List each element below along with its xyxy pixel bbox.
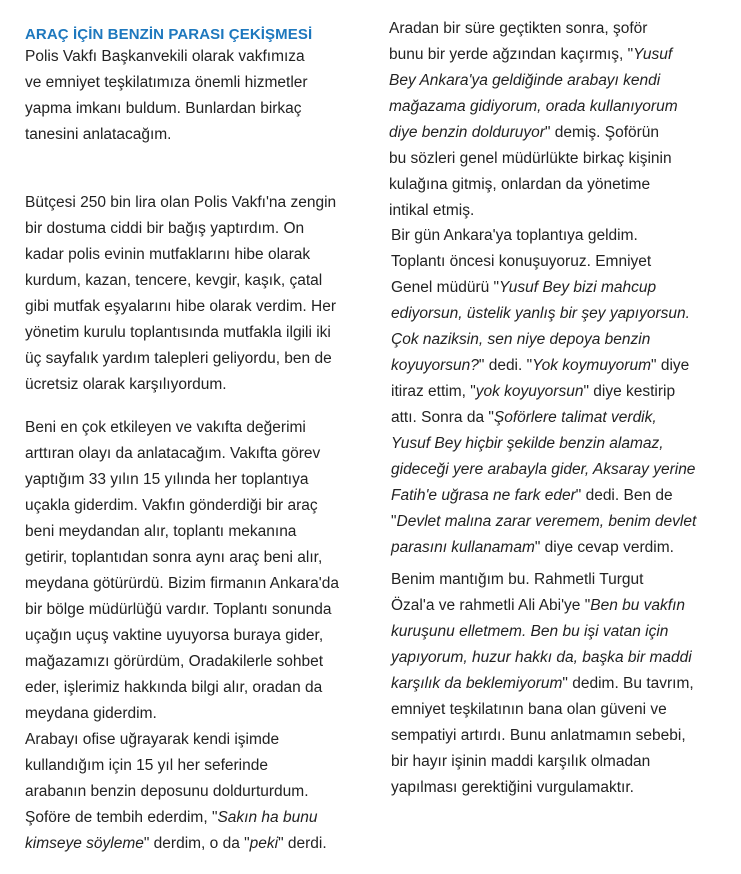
text-line bbox=[25, 831, 339, 857]
paragraph-meeting bbox=[391, 223, 696, 561]
text-line bbox=[389, 68, 678, 94]
text-line bbox=[391, 431, 696, 457]
text-line bbox=[25, 70, 308, 96]
text-segment: Bütçesi 250 bin lira olan Polis Vakfı'na zengin bbox=[25, 194, 337, 211]
paragraph-donation bbox=[25, 190, 336, 398]
italic-quote-text: yapıyorum, huzur hakkı da, başka bir maddi bbox=[391, 649, 692, 666]
text-segment: emniyet teşkilatının bana olan güveni ve bbox=[391, 701, 667, 718]
text-line bbox=[25, 675, 339, 701]
text-line bbox=[25, 623, 339, 649]
text-line bbox=[389, 120, 678, 146]
text-line bbox=[25, 571, 339, 597]
text-segment: bir dostuma ciddi bir bağış yaptırdım. On bbox=[25, 220, 305, 237]
text-segment: arttıran olayı da anlatacağım. Vakıfta görev bbox=[25, 445, 321, 462]
text-segment: meydana götürürdü. Bizim firmanın Ankara'da bbox=[25, 575, 339, 592]
italic-quote-text: peki bbox=[249, 835, 279, 852]
text-segment: kullandığım için 15 yıl her seferinde bbox=[25, 757, 268, 774]
text-segment: ücretsiz olarak karşılıyordum. bbox=[25, 376, 227, 393]
text-segment: " derdi. bbox=[278, 835, 327, 852]
text-segment: " diye kestirip bbox=[583, 383, 676, 400]
text-line bbox=[391, 483, 696, 509]
text-line bbox=[391, 645, 694, 671]
text-segment: arabanın benzin deposunu doldurturdum. bbox=[25, 783, 309, 800]
text-segment: " dedi. Ben de bbox=[575, 487, 673, 504]
text-line bbox=[389, 16, 678, 42]
italic-quote-text: Fatih'e uğrasa ne fark eder bbox=[391, 487, 576, 504]
text-segment: attı. Sonra da " bbox=[391, 409, 494, 426]
text-line bbox=[391, 249, 696, 275]
text-line bbox=[391, 723, 694, 749]
text-segment: getirir, toplantıdan sonra aynı araç beni alır, bbox=[25, 549, 323, 566]
text-line bbox=[25, 467, 339, 493]
text-segment: " bbox=[391, 513, 397, 530]
text-line bbox=[25, 44, 308, 70]
text-segment: bir hayır işinin maddi karşılık olmadan bbox=[391, 753, 651, 770]
text-segment: Aradan bir süre geçtikten sonra, şoför bbox=[389, 20, 648, 37]
text-line bbox=[25, 805, 339, 831]
text-line bbox=[25, 122, 308, 148]
text-segment: itiraz ettim, " bbox=[391, 383, 476, 400]
text-segment: tanesini anlatacağım. bbox=[25, 126, 172, 143]
text-line bbox=[25, 727, 339, 753]
text-line bbox=[25, 519, 339, 545]
italic-quote-text: Devlet malına zarar veremem, benim devlet bbox=[396, 513, 697, 530]
text-segment: Benim mantığım bu. Rahmetli Turgut bbox=[391, 571, 644, 588]
text-segment: " dedi. " bbox=[478, 357, 533, 374]
text-line bbox=[391, 301, 696, 327]
text-line bbox=[25, 346, 336, 372]
italic-quote-text: Yusuf Bey hiçbir şekilde benzin alamaz, bbox=[391, 435, 664, 452]
italic-quote-text: Yok koymuyorum bbox=[532, 357, 652, 374]
text-line bbox=[25, 545, 339, 571]
text-segment: yapılması gerektiğini vurgulamaktır. bbox=[391, 779, 634, 796]
text-line bbox=[25, 597, 339, 623]
italic-quote-text: parasını kullanamam bbox=[391, 539, 535, 556]
italic-quote-text: yok koyuyorsun bbox=[475, 383, 584, 400]
text-segment: bunu bir yerde ağzından kaçırmış, " bbox=[389, 46, 634, 63]
text-segment: " dedim. Bu tavrım, bbox=[562, 675, 694, 692]
text-line bbox=[389, 42, 678, 68]
text-segment: mağazamızı görürdüm, Oradakilerle sohbet bbox=[25, 653, 324, 670]
text-segment: bir bölge müdürlüğü vardır. Toplantı sonunda bbox=[25, 601, 332, 618]
text-segment: Genel müdürü " bbox=[391, 279, 500, 296]
text-segment: Arabayı ofise uğrayarak kendi işimde bbox=[25, 731, 280, 748]
text-line bbox=[389, 146, 678, 172]
italic-quote-text: mağazama gidiyorum, orada kullanıyorum bbox=[389, 98, 678, 115]
text-line bbox=[391, 223, 696, 249]
text-line bbox=[25, 441, 339, 467]
text-line bbox=[25, 96, 308, 122]
text-segment: eder, işlerimiz hakkında bilgi alır, oradan da bbox=[25, 679, 323, 696]
italic-quote-text: Şoförlere talimat verdik, bbox=[493, 409, 657, 426]
text-segment: Şoföre de tembih ederdim, " bbox=[25, 809, 218, 826]
italic-quote-text: gideceği yere arabayla gider, Aksaray yerine bbox=[391, 461, 696, 478]
text-segment: yaptığım 33 yılın 15 yılında her toplantıya bbox=[25, 471, 309, 488]
italic-quote-text: kimseye söyleme bbox=[25, 835, 144, 852]
text-segment: intikal etmiş. bbox=[389, 202, 475, 219]
text-line bbox=[391, 379, 696, 405]
text-segment: Polis Vakfı Başkanvekili olarak vakfımıza bbox=[25, 48, 305, 65]
italic-quote-text: kuruşunu elletmem. Ben bu işi vatan için bbox=[391, 623, 669, 640]
text-line bbox=[389, 94, 678, 120]
text-line bbox=[391, 697, 694, 723]
paragraph-intro bbox=[25, 44, 308, 148]
text-line bbox=[391, 749, 694, 775]
italic-quote-text: Çok naziksin, sen niye depoya benzin bbox=[391, 331, 651, 348]
text-line bbox=[391, 327, 696, 353]
text-segment: kurdum, kazan, tencere, kevgir, kaşık, çatal bbox=[25, 272, 323, 289]
text-segment: üç sayfalık yardım talepleri geliyordu, ben de bbox=[25, 350, 332, 367]
text-line bbox=[25, 242, 336, 268]
italic-quote-text: Yusuf Bey bizi mahcup bbox=[499, 279, 657, 296]
italic-quote-text: Bey Ankara'ya geldiğinde arabayı kendi bbox=[389, 72, 661, 89]
paragraph-conclusion bbox=[391, 567, 694, 801]
text-line bbox=[25, 493, 339, 519]
text-line bbox=[25, 372, 336, 398]
text-line bbox=[25, 268, 336, 294]
text-line bbox=[389, 172, 678, 198]
text-line bbox=[391, 535, 696, 561]
text-line bbox=[25, 415, 339, 441]
text-line bbox=[25, 649, 339, 675]
text-line bbox=[391, 405, 696, 431]
text-line bbox=[25, 320, 336, 346]
text-segment: yapma imkanı buldum. Bunlardan birkaç bbox=[25, 100, 302, 117]
text-segment: ve emniyet teşkilatımıza önemli hizmetler bbox=[25, 74, 308, 91]
text-segment: meydana giderdim. bbox=[25, 705, 157, 722]
text-segment: kulağına gitmiş, onlardan da yönetime bbox=[389, 176, 651, 193]
text-segment: Beni en çok etkileyen ve vakıfta değerimi bbox=[25, 419, 306, 436]
paragraph-driver bbox=[389, 16, 678, 224]
text-segment: beni meydandan alır, toplantı mekanına bbox=[25, 523, 297, 540]
text-segment: sempatiyi artırdı. Bunu anlatmamın sebebi, bbox=[391, 727, 686, 744]
paragraph-travel bbox=[25, 415, 339, 857]
italic-quote-text: karşılık da beklemiyorum bbox=[391, 675, 563, 692]
italic-quote-text: Yusuf bbox=[633, 46, 673, 63]
text-segment: uçağın uçuş vaktine uyuyorsa buraya gider, bbox=[25, 627, 324, 644]
text-segment: " derdim, o da " bbox=[143, 835, 250, 852]
text-segment: gibi mutfak eşyalarını hibe olarak verdim. Her bbox=[25, 298, 336, 315]
text-segment: " demiş. Şoförün bbox=[544, 124, 660, 141]
article-title: ARAÇ İÇİN BENZİN PARASI ÇEKİŞMESİ bbox=[25, 26, 313, 43]
text-segment: Özal'a ve rahmetli Ali Abi'ye " bbox=[391, 597, 591, 614]
italic-quote-text: koyuyorsun? bbox=[391, 357, 479, 374]
text-line bbox=[389, 198, 678, 224]
italic-quote-text: Ben bu vakfın bbox=[590, 597, 686, 614]
text-segment: uçakla giderdim. Vakfın gönderdiği bir araç bbox=[25, 497, 318, 514]
text-line bbox=[25, 216, 336, 242]
text-segment: kadar polis evinin mutfaklarını hibe olarak bbox=[25, 246, 311, 263]
text-line bbox=[25, 779, 339, 805]
text-line bbox=[391, 275, 696, 301]
text-line bbox=[391, 593, 694, 619]
text-line bbox=[391, 775, 694, 801]
text-segment: yönetim kurulu toplantısında mutfakla ilgili iki bbox=[25, 324, 331, 341]
italic-quote-text: Sakın ha bunu bbox=[217, 809, 318, 826]
text-line bbox=[391, 509, 696, 535]
text-segment: Toplantı öncesi konuşuyoruz. Emniyet bbox=[391, 253, 652, 270]
italic-quote-text: ediyorsun, üstelik yanlış bir şey yapıyorsun. bbox=[391, 305, 690, 322]
text-line bbox=[391, 353, 696, 379]
text-line bbox=[391, 567, 694, 593]
text-line bbox=[25, 701, 339, 727]
text-line bbox=[25, 190, 336, 216]
text-segment: bu sözleri genel müdürlükte birkaç kişinin bbox=[389, 150, 672, 167]
text-line bbox=[391, 457, 696, 483]
text-segment: " diye bbox=[651, 357, 690, 374]
italic-quote-text: diye benzin dolduruyor bbox=[389, 124, 545, 141]
text-line bbox=[25, 753, 339, 779]
text-segment: Bir gün Ankara'ya toplantıya geldim. bbox=[391, 227, 638, 244]
text-segment: " diye cevap verdim. bbox=[534, 539, 674, 556]
text-line bbox=[25, 294, 336, 320]
text-line bbox=[391, 671, 694, 697]
text-line bbox=[391, 619, 694, 645]
